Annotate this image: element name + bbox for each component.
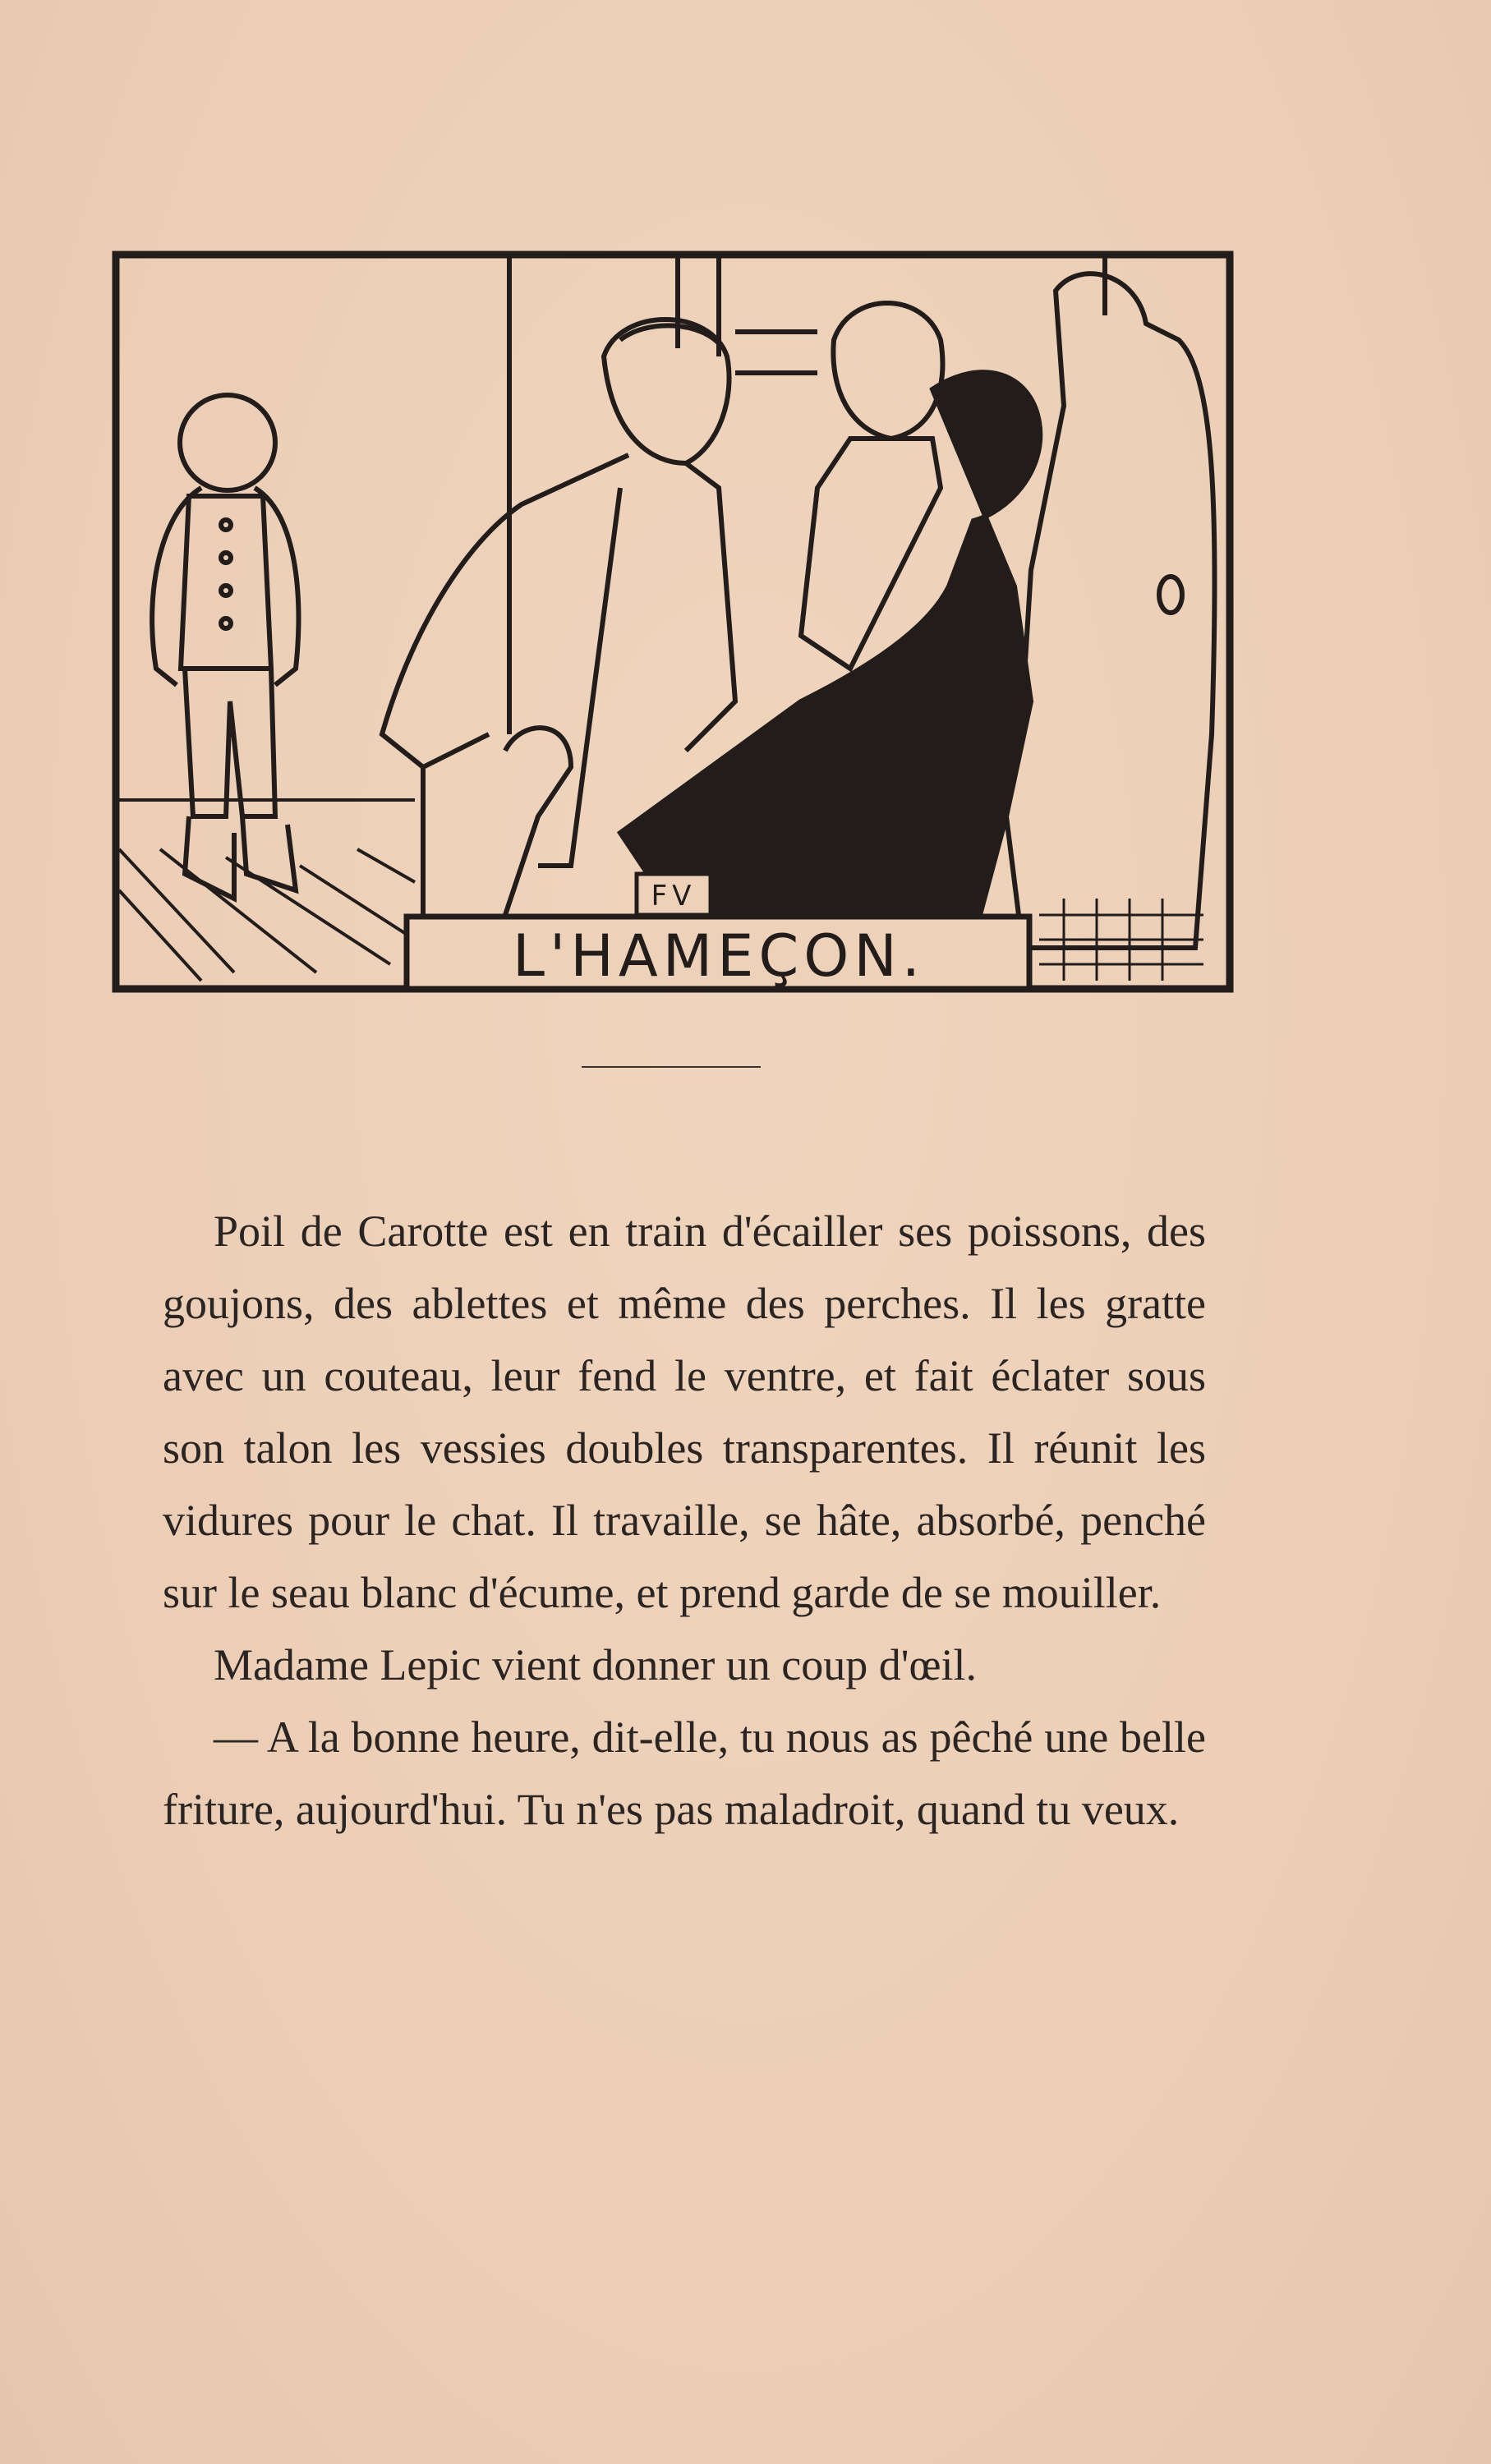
woodcut-svg	[111, 241, 1236, 997]
monogram: FV	[651, 880, 697, 913]
paragraph-2: Madame Lepic vient donner un coup d'œil.	[214, 1640, 977, 1689]
section-rule	[582, 1066, 761, 1068]
woodcut-illustration	[111, 241, 1236, 997]
group-figures	[620, 274, 1215, 948]
paragraph-3: — A la bonne heure, dit-elle, tu nous as pêché une belle friture, aujourd'hui. Tu n'es pas maladroit, quand tu veux.	[163, 1712, 1206, 1834]
paragraph-1: Poil de Carotte est en train d'écailler ses poissons, des goujons, des ablettes et même des perches. Il les gratte avec un couteau, leur fend le ventre, et fait éclater sous son talon les vessies doubles transparentes. Il réunit les vidures pour le chat. Il travaille, se hâte, absorbé, penché sur le seau blanc d'écume, et prend garde de se mouiller.	[163, 1207, 1206, 1617]
child-figure	[152, 395, 298, 899]
body-text	[163, 1195, 1206, 1846]
illustration-caption: L'HAMEÇON.	[513, 922, 925, 990]
